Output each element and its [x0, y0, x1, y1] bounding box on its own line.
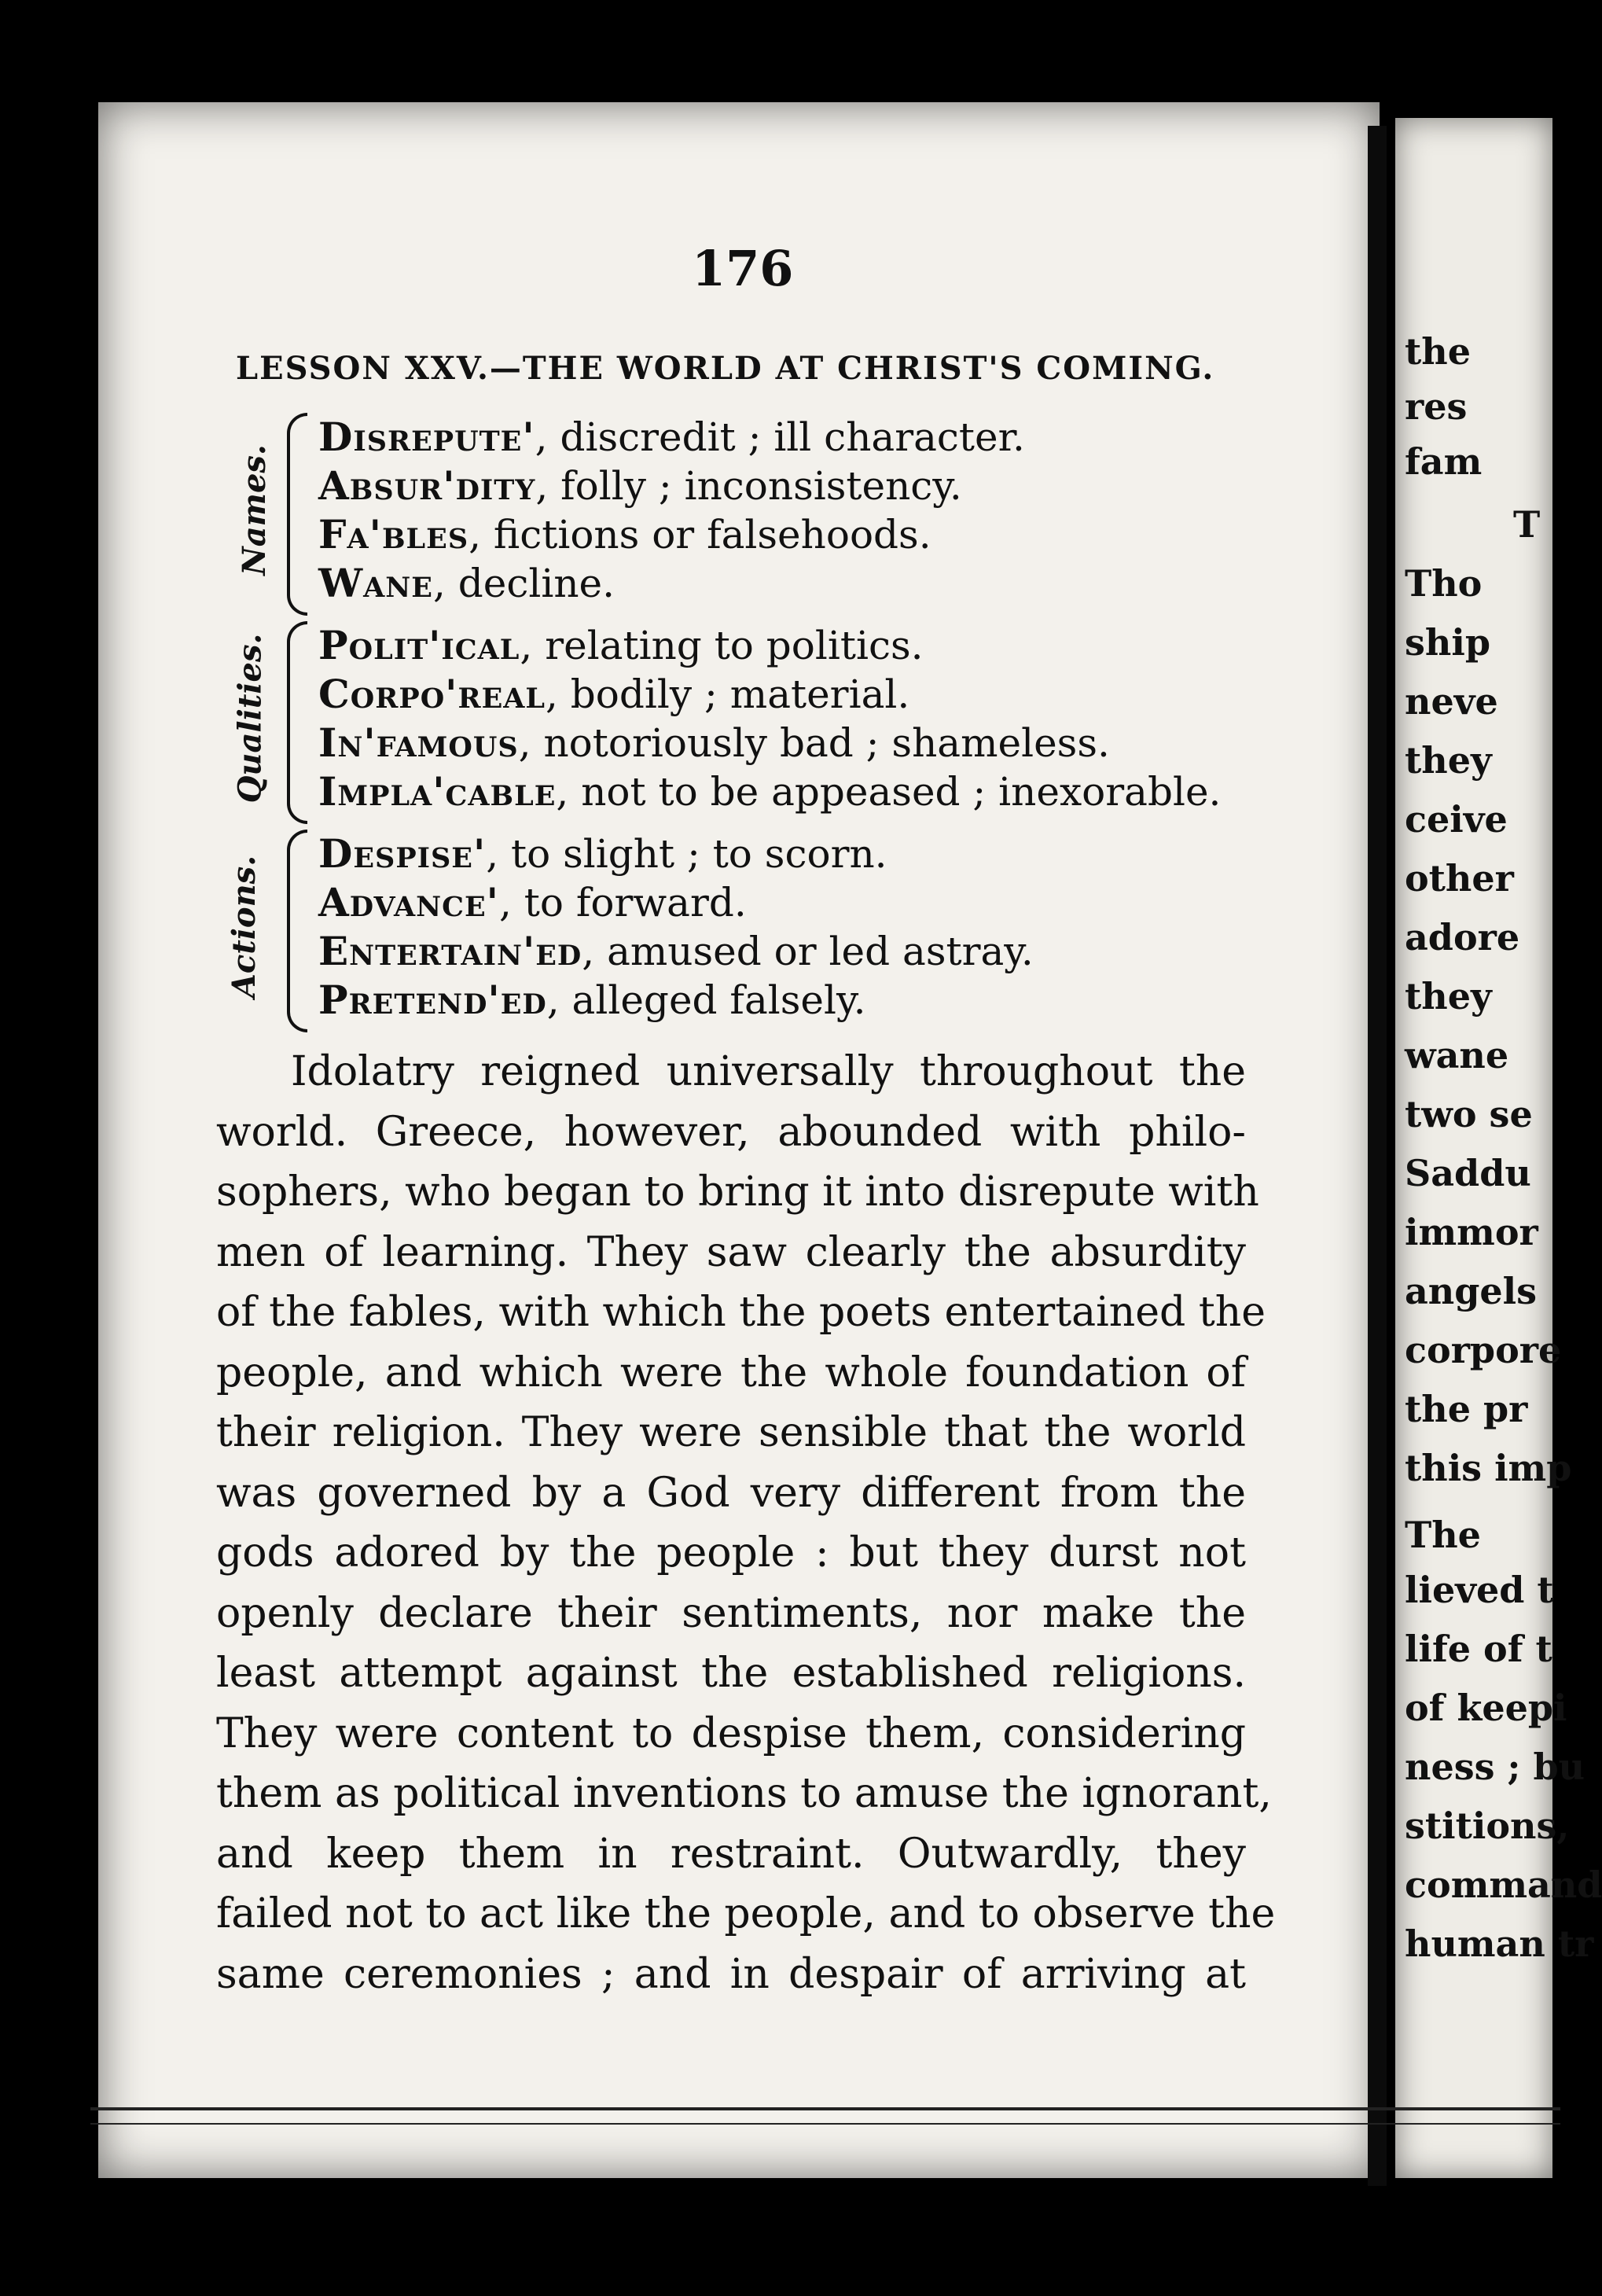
right-page-line: T — [1513, 503, 1541, 546]
vocab-word: Corpo'real — [318, 671, 546, 717]
vocab-definition: , notoriously bad ; shameless. — [518, 720, 1110, 766]
right-page — [1395, 118, 1602, 2178]
vocab-entry — [318, 559, 615, 608]
right-page-line: the — [1405, 330, 1471, 373]
vocab-word: Absur'dity — [318, 462, 536, 509]
vocab-word: In'famous — [318, 719, 519, 766]
vocab-entry — [318, 719, 1110, 767]
right-page-line: angels — [1405, 1270, 1538, 1312]
right-page-line: corpore — [1405, 1329, 1562, 1371]
vocab-definition: , decline. — [432, 561, 615, 606]
page-number: 176 — [692, 240, 794, 297]
body-line: failed not to act like the people, and to observe the — [216, 1890, 1276, 1937]
vocab-definition: , alleged falsely. — [546, 977, 866, 1023]
right-page-line: res — [1405, 385, 1468, 428]
right-page-line: wane — [1405, 1034, 1509, 1076]
right-page-line: The — [1405, 1514, 1481, 1556]
right-page-line: ship — [1405, 621, 1490, 664]
vocab-entry — [318, 510, 931, 559]
body-line: gods adored by the people : but they durst not — [216, 1529, 1246, 1577]
vocab-word: Polit'ical — [318, 622, 520, 668]
vocab-word: Fa'bles — [318, 511, 469, 557]
right-page-line: immor — [1405, 1211, 1538, 1253]
right-page-line: lieved t — [1405, 1569, 1554, 1611]
right-page-line: command — [1405, 1864, 1602, 1906]
vocab-entry — [318, 767, 1221, 816]
vocab-word: Pretend'ed — [318, 977, 547, 1023]
body-line: sophers, who began to bring it into disrepute with — [216, 1168, 1259, 1216]
right-page-line: they — [1405, 975, 1492, 1017]
vocab-word: Entertain'ed — [318, 928, 582, 974]
body-line: men of learning. They saw clearly the absurdity — [216, 1228, 1246, 1276]
vocab-group-qualities — [224, 621, 1285, 826]
right-page-line: Tho — [1405, 562, 1483, 605]
vocab-word: Advance' — [318, 879, 499, 925]
vocab-word: Wane — [318, 560, 433, 606]
body-line: was governed by a God very different from the — [216, 1469, 1246, 1517]
vocab-group-label: Names. — [235, 444, 273, 576]
right-page-line: this imp — [1405, 1447, 1572, 1489]
right-page-line: Saddu — [1405, 1152, 1531, 1194]
book-gutter — [1368, 126, 1387, 2186]
vocab-entry — [318, 670, 909, 719]
body-line: their religion. They were sensible that the world — [216, 1409, 1246, 1456]
vocab-definition: , fictions or falsehoods. — [468, 512, 931, 557]
vocab-definition: , to slight ; to scorn. — [486, 831, 887, 877]
vocab-definition: , bodily ; material. — [546, 672, 910, 717]
body-line: openly declare their sentiments, nor make the — [216, 1589, 1246, 1637]
vocab-definition: , folly ; inconsistency. — [535, 463, 962, 509]
right-page-line: two se — [1405, 1093, 1533, 1135]
body-line: and keep them in restraint. Outwardly, they — [216, 1830, 1246, 1878]
page-rule — [90, 2107, 1560, 2110]
vocab-entry — [318, 927, 1034, 976]
body-line: world. Greece, however, abounded with philo- — [216, 1108, 1246, 1156]
right-page-line: neve — [1405, 680, 1498, 723]
lesson-body — [216, 1042, 1276, 2004]
vocab-word: Impla'cable — [318, 768, 557, 815]
vocab-word: Disrepute' — [318, 414, 535, 460]
vocab-group-label: Qualities. — [231, 633, 269, 804]
right-page-line: they — [1405, 739, 1492, 782]
vocab-definition: , discredit ; ill character. — [535, 414, 1025, 460]
vocab-entry — [318, 830, 887, 878]
right-page-line: other — [1405, 857, 1514, 900]
vocab-group-label: Actions. — [226, 855, 263, 999]
right-page-line: stitions, — [1405, 1805, 1570, 1847]
body-line: same ceremonies ; and in despair of arriving at — [216, 1950, 1246, 1998]
vocab-definition: , amused or led astray. — [582, 929, 1034, 974]
body-line: them as political inventions to amuse the ignorant, — [216, 1770, 1272, 1817]
vocab-group-names — [224, 413, 1285, 617]
body-line: Idolatry reigned universally throughout the — [291, 1048, 1246, 1095]
right-page-line: ness ; bu — [1405, 1746, 1585, 1788]
vocab-entry — [318, 621, 924, 670]
right-page-line: human tr — [1405, 1923, 1594, 1965]
brace — [287, 413, 307, 616]
brace — [287, 830, 307, 1032]
page-rule — [90, 2123, 1560, 2125]
right-page-line: life of t — [1405, 1628, 1552, 1670]
right-page-line: the pr — [1405, 1388, 1528, 1430]
body-line: least attempt against the established religions. — [216, 1650, 1246, 1697]
body-line: of the fables, with which the poets entertained the — [216, 1289, 1266, 1336]
vocab-definition: , relating to politics. — [520, 623, 924, 668]
body-line: people, and which were the whole foundation of — [216, 1349, 1246, 1396]
vocab-entry — [318, 413, 1025, 462]
vocab-group-actions — [224, 830, 1285, 1034]
vocab-entry — [318, 462, 962, 510]
right-page-line: of keepi — [1405, 1687, 1567, 1729]
lesson-title: LESSON XXV.—THE WORLD AT CHRIST'S COMING. — [236, 350, 1215, 387]
vocab-definition: , not to be appeased ; inexorable. — [556, 769, 1222, 815]
vocab-word: Despise' — [318, 830, 487, 877]
brace — [287, 621, 307, 824]
right-page-line: adore — [1405, 916, 1520, 959]
vocab-entry — [318, 878, 747, 927]
vocab-entry — [318, 976, 865, 1025]
right-page-line: ceive — [1405, 798, 1508, 841]
vocab-definition: , to forward. — [498, 880, 747, 925]
right-page-line: fam — [1405, 440, 1483, 483]
body-line: They were content to despise them, considering — [216, 1709, 1246, 1757]
